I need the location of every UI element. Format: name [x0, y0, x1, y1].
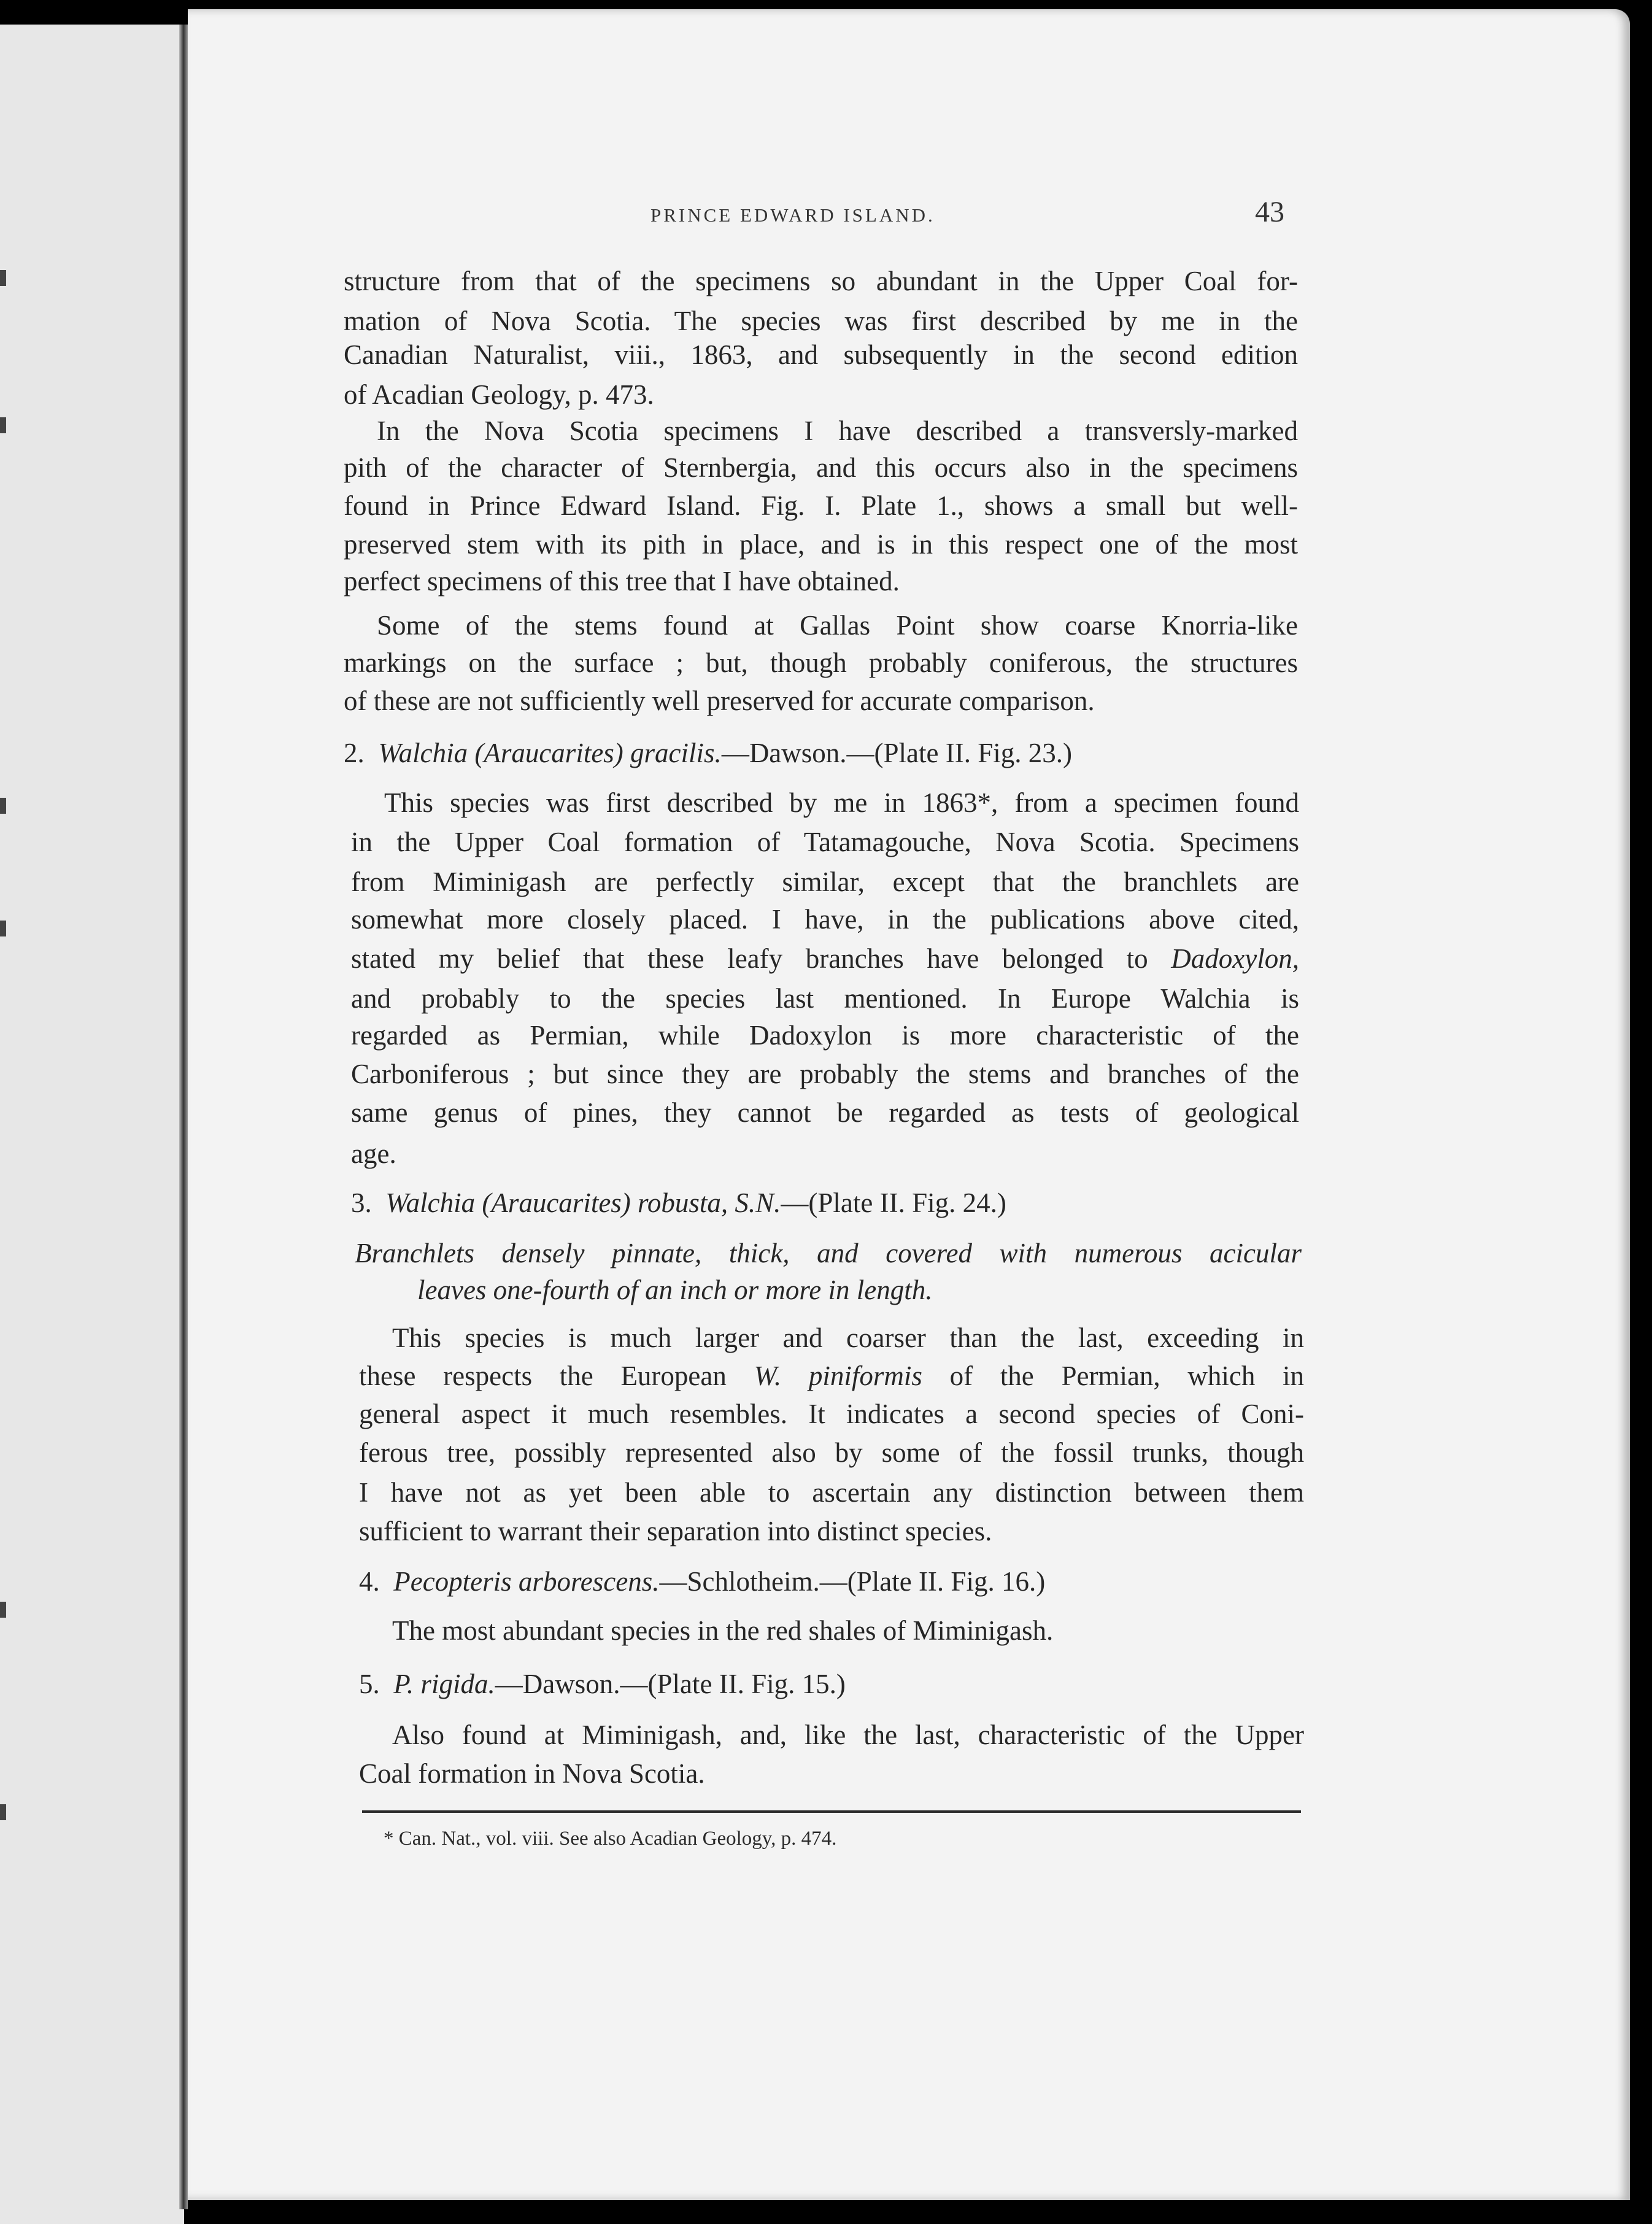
text-line: age.	[351, 1138, 396, 1169]
text-line	[359, 1356, 1304, 1396]
margin-mark	[0, 270, 6, 286]
margin-mark	[0, 921, 6, 936]
text-line: and probably to the species last mentioned. In Europe Walchia is	[351, 983, 1299, 1014]
diagnosis-line	[417, 1270, 932, 1310]
page-number: 43	[1255, 196, 1284, 228]
species-number: 5.	[359, 1669, 380, 1699]
text-line: Also found at Miminigash, and, like the last, characteristic of the Upper	[392, 1720, 1304, 1750]
text-line: general aspect it much resembles. It indicates a second species of Coni-	[359, 1399, 1304, 1429]
text-line: regarded as Permian, while Dadoxylon is more characteristic of the	[351, 1020, 1299, 1051]
text-line: preserved stem with its pith in place, and is in this respect one of the most	[344, 529, 1298, 560]
text-line: I have not as yet been able to ascertain any distinction between them	[359, 1477, 1304, 1508]
text-line: sufficient to warrant their separation into distinct species.	[359, 1516, 992, 1546]
facing-page-edge	[0, 25, 184, 2224]
text-line: same genus of pines, they cannot be regarded as tests of geological	[351, 1097, 1299, 1128]
species-authority: —Schlotheim.—(Plate II. Fig. 16.)	[659, 1566, 1046, 1597]
species-synonym: (Araucarites)	[474, 738, 623, 768]
species-authority: —Dawson.—(Plate II. Fig. 15.)	[495, 1669, 846, 1699]
margin-mark	[0, 1804, 6, 1820]
text-line: structure from that of the specimens so abundant in the Upper Coal for-	[344, 266, 1298, 296]
italic-term: W. piniformis	[754, 1361, 922, 1391]
species-synonym: (Araucarites)	[482, 1187, 631, 1218]
diagnosis-line	[355, 1234, 1302, 1273]
species-genus: Walchia	[385, 1187, 476, 1218]
text-line	[351, 939, 1299, 978]
running-title: PRINCE EDWARD ISLAND.	[650, 204, 935, 226]
margin-mark	[0, 798, 6, 814]
species-name: Pecopteris arborescens.	[393, 1566, 660, 1597]
text-line: of these are not sufficiently well preserved for accurate comparison.	[344, 685, 1095, 716]
text-segment: stated my belief that these leafy branches have belonged to	[351, 943, 1148, 974]
text-line: In the Nova Scotia specimens I have described a transversly-marked	[377, 415, 1298, 446]
text-line: found in Prince Edward Island. Fig. I. Plate 1., shows a small but well-	[344, 490, 1298, 521]
footnote: * Can. Nat., vol. viii. See also Acadian Geology, p. 474.	[384, 1828, 837, 1850]
text-line: in the Upper Coal formation of Tatamagouche, Nova Scotia. Specimens	[351, 827, 1299, 857]
diagnosis-text: leaves one-fourth of an inch or more in length.	[417, 1275, 933, 1305]
text-segment: of the Permian, which in	[949, 1361, 1305, 1391]
species-epithet: gracilis.	[630, 738, 722, 768]
text-line: The most abundant species in the red shales of Miminigash.	[392, 1615, 1054, 1646]
species-name: P. rigida.	[393, 1669, 495, 1699]
species-heading	[344, 733, 1072, 773]
text-line: Some of the stems found at Gallas Point show coarse Knorria-like	[377, 610, 1298, 641]
margin-mark	[0, 1602, 6, 1618]
species-heading	[359, 1664, 846, 1704]
species-heading	[351, 1183, 1006, 1222]
margin-mark	[0, 417, 6, 433]
text-line: This species is much larger and coarser than the last, exceeding in	[392, 1322, 1304, 1353]
text-line: somewhat more closely placed. I have, in the publications above cited,	[351, 904, 1299, 935]
diagnosis-text: Branchlets densely pinnate, thick, and covered with numerous acicular	[355, 1238, 1302, 1268]
text-line: from Miminigash are perfectly similar, except that the branchlets are	[351, 867, 1299, 897]
text-line: pith of the character of Sternbergia, and this occurs also in the specimens	[344, 452, 1298, 483]
species-number: 2.	[344, 738, 365, 768]
species-authority: —(Plate II. Fig. 24.)	[781, 1187, 1006, 1218]
species-heading	[359, 1562, 1045, 1601]
text-line: mation of Nova Scotia. The species was first described by me in the	[344, 306, 1298, 336]
text-line: This species was first described by me in 1863*, from a specimen found	[384, 787, 1299, 818]
species-authority: —Dawson.—(Plate II. Fig. 23.)	[721, 738, 1072, 768]
species-genus: Walchia	[378, 738, 468, 768]
text-line: perfect specimens of this tree that I have obtained.	[344, 566, 900, 597]
text-line: ferous tree, possibly represented also by some of the fossil trunks, though	[359, 1437, 1304, 1468]
text-segment: these respects the European	[359, 1361, 727, 1391]
text-line: markings on the surface ; but, though probably coniferous, the structures	[344, 647, 1298, 678]
text-line: of Acadian Geology, p. 473.	[344, 379, 654, 410]
species-number: 3.	[351, 1187, 372, 1218]
book-gutter	[179, 25, 188, 2209]
footnote-rule	[362, 1810, 1301, 1813]
species-epithet: robusta, S.N.	[638, 1187, 781, 1218]
italic-term: Dadoxylon,	[1171, 943, 1299, 974]
text-line: Canadian Naturalist, viii., 1863, and subsequently in the second edition	[344, 339, 1298, 370]
species-number: 4.	[359, 1566, 380, 1597]
text-line: Carboniferous ; but since they are probably the stems and branches of the	[351, 1059, 1299, 1089]
text-line: Coal formation in Nova Scotia.	[359, 1758, 705, 1789]
